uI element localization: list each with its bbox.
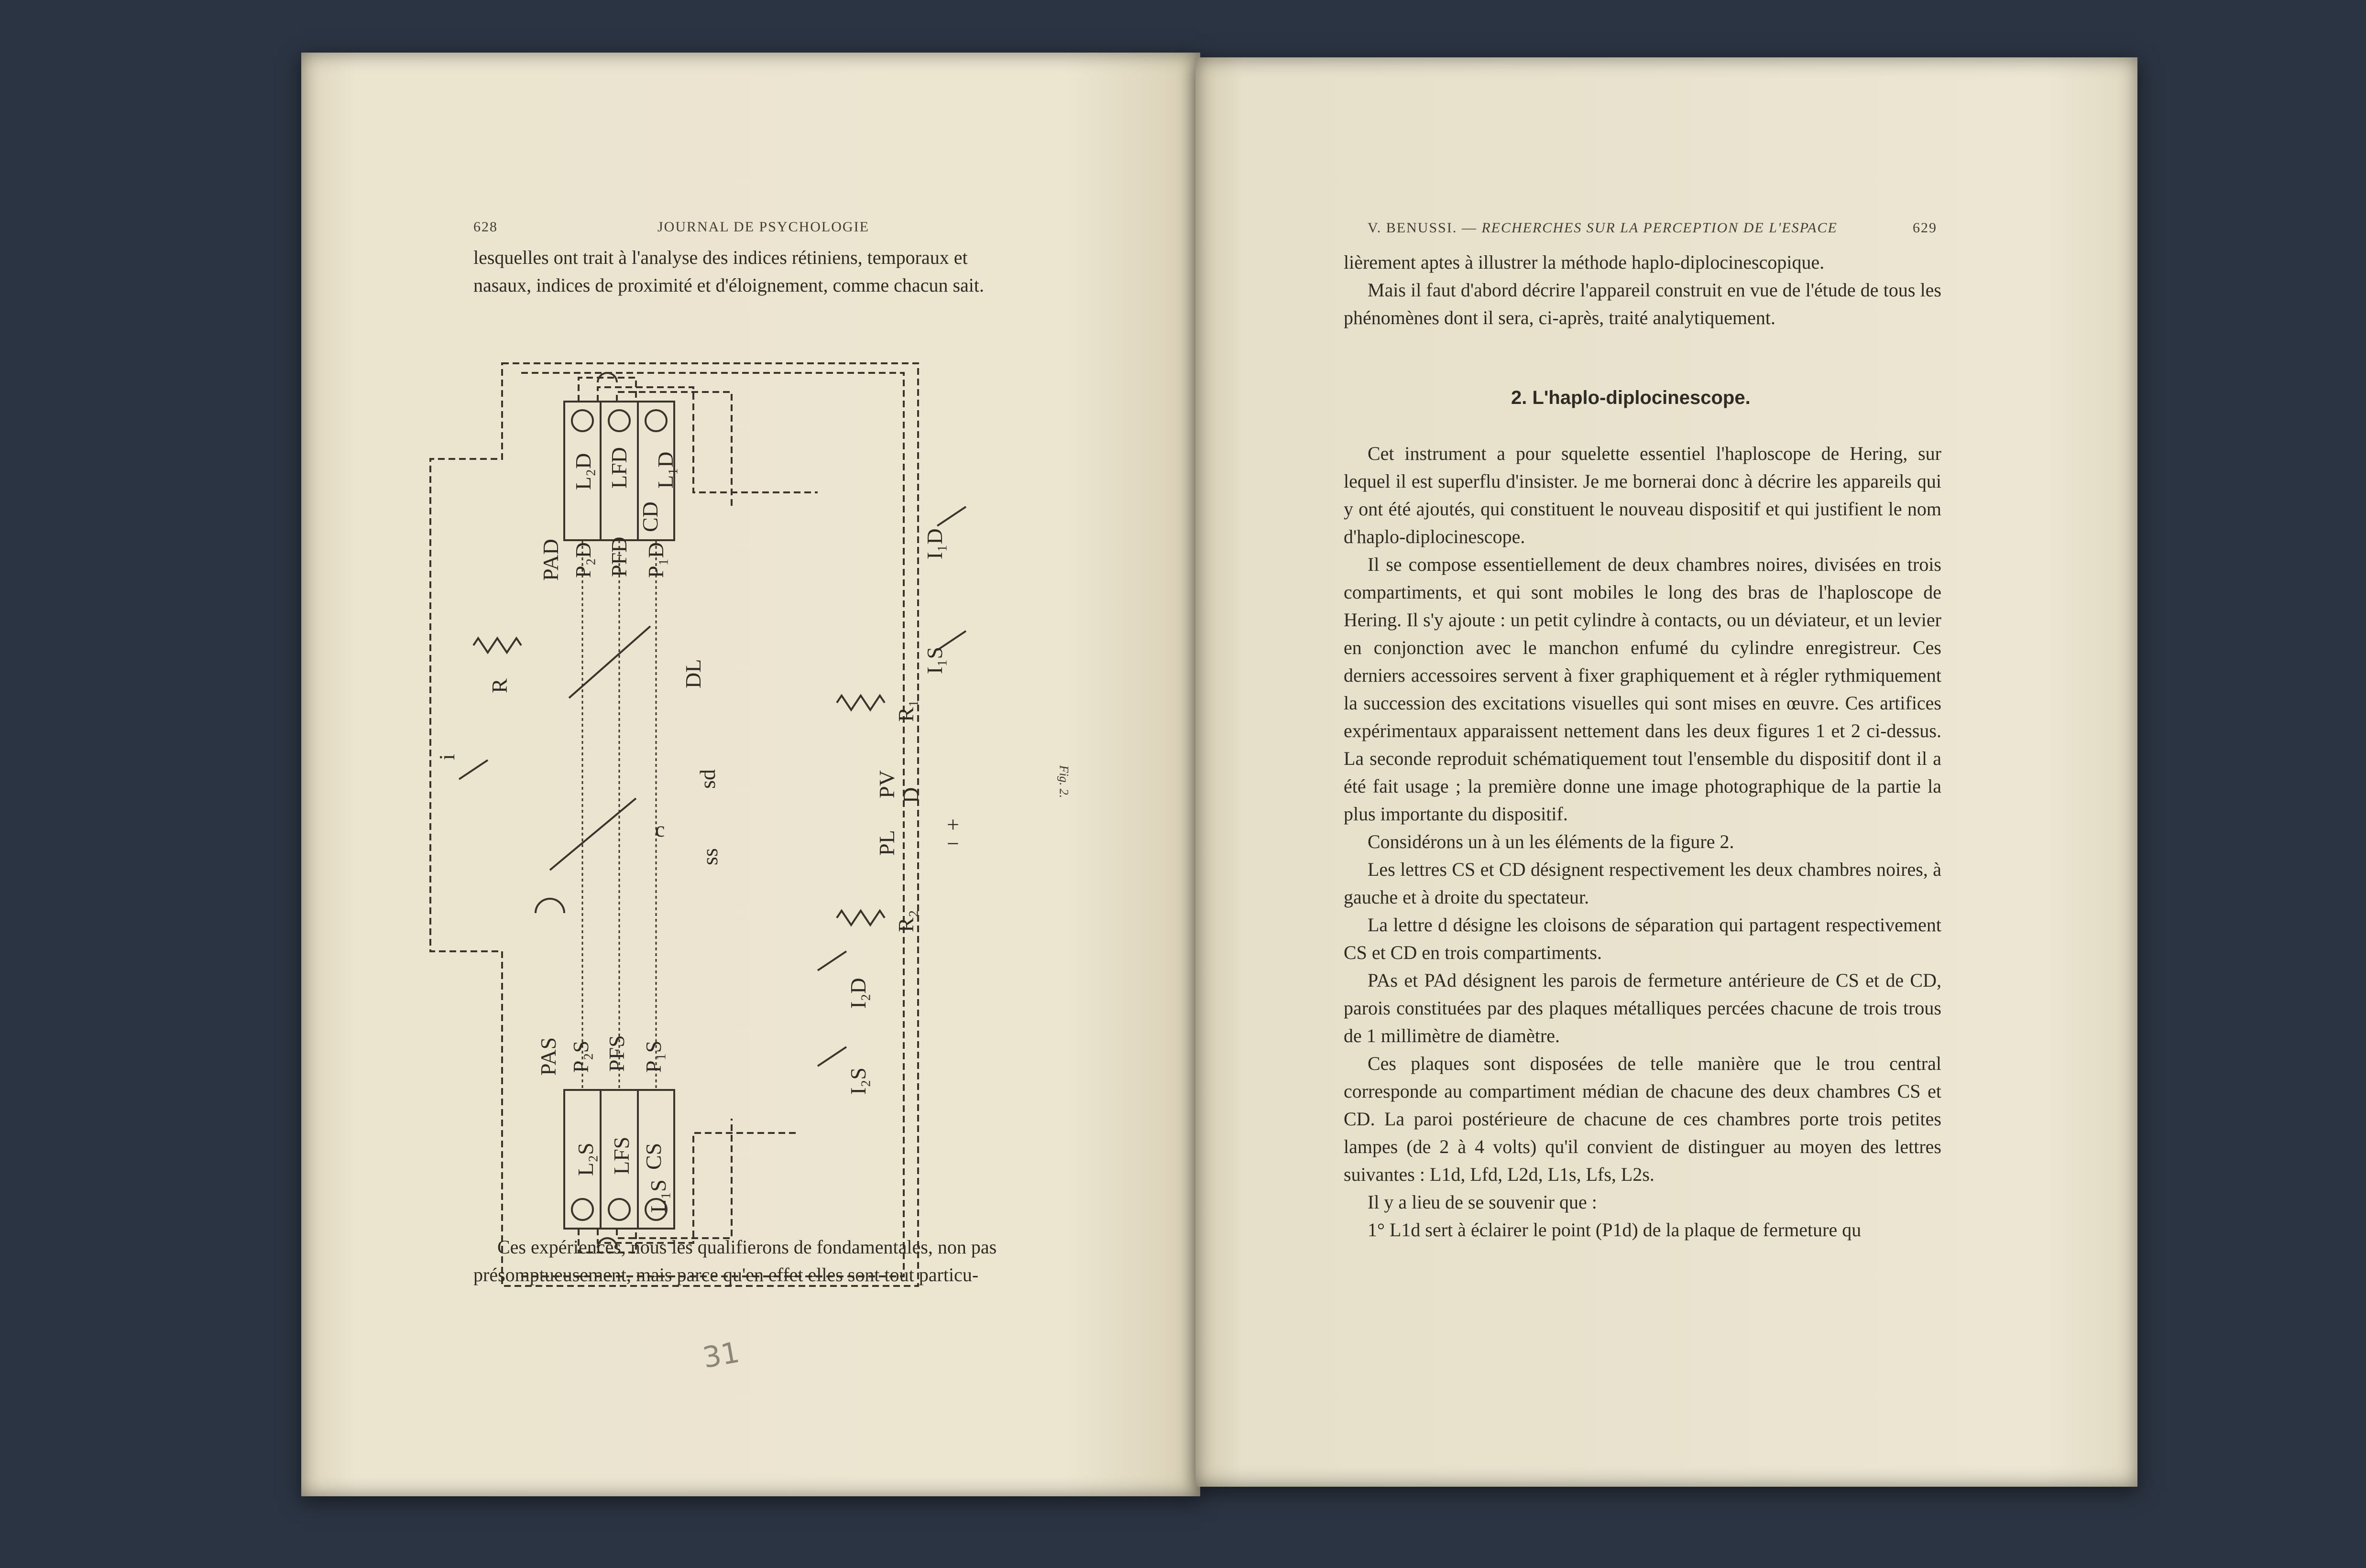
label-l2d: L₂D [571,453,595,490]
label-pas: PAS [536,1037,560,1076]
text-paragraph: La lettre d désigne les cloisons de séparation qui partagent respectivement CS et CD en trois compartiments. [1344,914,1941,963]
resistor-r2 [837,911,885,925]
running-title-author: V. BENUSSI. — [1368,220,1482,236]
label-i2s: I₂S [846,1067,870,1095]
label-pfs: PFS [604,1035,629,1072]
resistor-r [473,638,521,653]
label-p2s: P₂S [569,1040,593,1073]
text-paragraph: Mais il faut d'abord décrire l'appareil construit en vue de l'étude de tous les phénomènes dont il sera, ci-après, traité analytiquement. [1344,279,1941,328]
label-lfd: LFD [607,447,631,489]
text-paragraph: 1° L1d sert à éclairer le point (P1d) de la plaque de fermeture qu [1368,1219,1862,1241]
label-p1d: P₁D [644,542,668,578]
label-pad: PAD [538,539,563,581]
text-paragraph: Les lettres CS et CD désignent respectivement les deux chambres noires, à gauche et à droite du spectateur. [1344,859,1941,908]
label-plus: + [947,812,959,837]
right-intro-text [1344,249,1941,332]
left-page [301,53,1200,1496]
resistor-r1 [837,696,885,710]
text-line: nasaux, indices de proximité et d'éloignement, comme chacun sait. [473,274,984,296]
label-i1d: I₁D [922,528,947,559]
left-bottom-text [473,1233,1062,1289]
label-pv: PV [875,770,899,798]
label-l2s: L₂S [573,1143,598,1176]
label-r: R [487,678,512,693]
wire [579,378,636,402]
right-page-number: 629 [1913,220,1937,236]
text-line: lesquelles ont trait à l'analyse des indices rétiniens, temporaux et [473,247,968,268]
label-pfd: PFD [607,536,631,577]
running-title: RECHERCHES SUR LA PERCEPTION DE L'ESPACE [1481,220,1838,236]
text-paragraph: Cet instrument a pour squelette essentiel l'haploscope de Hering, sur lequel il est superflu d'insister. Je me bornerai donc à décrire les appareils qui y ont été ajoutés, qui constituent le nouveau dispositif et qui justifient le nom d'haplo-diplocinescope. [1344,443,1941,547]
wire [521,373,904,1276]
label-d-switch: D [898,787,923,803]
label-dl: DL [681,659,705,688]
label-i1s: I₁S [922,647,947,674]
left-top-text [473,244,1062,299]
label-pl: PL [875,830,899,856]
label-l1d: L₁D [653,451,678,489]
text-paragraph: Il y a lieu de se souvenir que : [1368,1191,1597,1213]
switch-i1d [937,507,966,526]
text-paragraph: Ces plaques sont disposées de telle manière que le trou central corresponde au compartiment médian de chacune des deux chambres CS et CD. La paroi postérieure de chacune de ces chambres porte trois petites lampes (de 2 à 4 volts) qu'il convient de distinguer au moyen des lettres suivantes : L1d, Lfd, L2d, L1s, Lfs, L2s. [1344,1053,1941,1185]
switch-i [459,760,488,779]
left-running-title: JOURNAL DE PSYCHOLOGIE [657,219,869,235]
label-p1s: P₁S [641,1040,666,1073]
switch-i2s [818,1047,846,1066]
label-cs: CS [641,1143,666,1170]
label-l1s: L₁S [646,1179,670,1213]
right-page [1195,57,2137,1487]
text-line: présomptueusement, mais parce qu'en effet elles sont tout particu- [473,1264,979,1285]
text-paragraph: PAs et PAd désignent les parois de fermeture antérieure de CS et de CD, parois constituées par des plaques métalliques percées chacune de trois trous de 1 millimètre de diamètre. [1344,969,1941,1046]
right-body-text [1344,440,1941,1244]
label-minus: − [947,831,959,856]
left-page-number: 628 [473,219,498,235]
label-r2: R₂ [894,910,918,932]
label-c: c [655,817,665,841]
text-paragraph: Il se compose essentiellement de deux chambres noires, divisées en trois compartiments, et qui sont mobiles le long des bras de l'haploscope de Hering. Il s'y ajoute : un petit cylindre à contacts, ou un déviateur, et un levier en conjonction avec le manchon enfumé du cylindre enregistreur. Ces derniers accessoires servent à fixer graphiquement et à régler rythmiquement la succession des excitations visuelles qui sont mises en œuvre. Ces artifices expérimentaux apparaissent nettement dans les deux figures 1 et 2 ci-dessus. La seconde reproduit schématiquement tout l'ensemble du dispositif dont il a été fait usage ; la première donne une image photographique de la partie la plus importante du dispositif. [1344,554,1941,825]
label-r1: R₁ [894,699,918,722]
text-line: lièrement aptes à illustrer la méthode haplo-diplocinescopique. [1344,251,1825,273]
label-i: i [435,754,459,760]
label-cd: CD [638,501,662,532]
text-paragraph: Considérons un à un les éléments de la figure 2. [1368,831,1734,852]
switch-i2d [818,951,846,970]
right-running-title [1368,220,1838,236]
pencil-mark: 31 [700,1335,742,1375]
label-lfs: LFS [609,1136,634,1175]
label-sd: sd [695,769,720,789]
figure-caption: Fig. 2. [1057,765,1071,798]
label-p2d: P₂D [571,542,595,578]
text-line: Ces expériences, nous les qualifierons de fondamentales, non pas [497,1236,997,1258]
circuit-diagram [426,349,1133,1296]
section-heading: 2. L'haplo-diplocinescope. [1511,387,1751,408]
label-ss: ss [698,848,722,865]
label-i2d: I₂D [846,978,870,1009]
